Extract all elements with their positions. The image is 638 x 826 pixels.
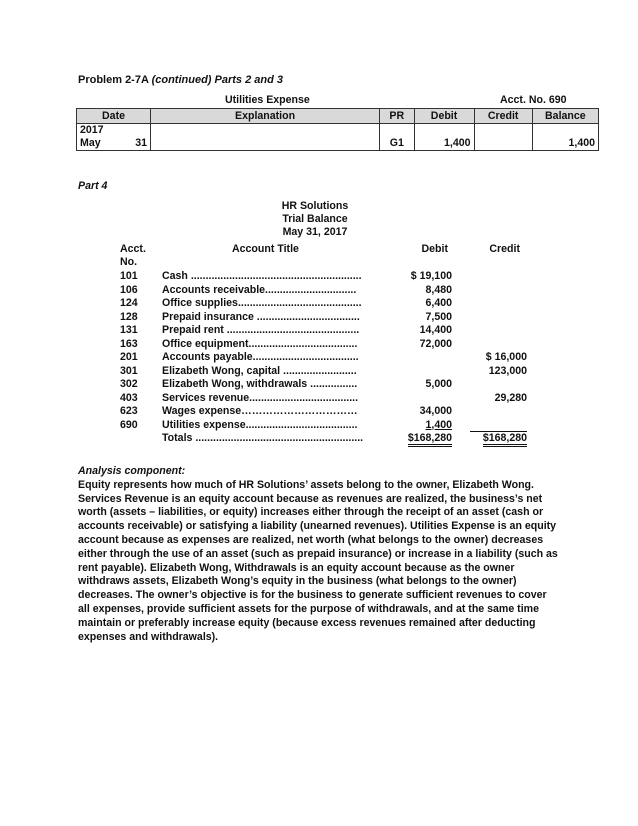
table-row — [0, 365, 638, 378]
account-debit: 72,000 — [419, 337, 452, 350]
account-number: 301 — [120, 364, 138, 377]
account-debit: 7,500 — [425, 310, 452, 323]
ledger-table — [76, 108, 599, 151]
account-credit: 123,000 — [488, 364, 527, 377]
account-number: 101 — [120, 270, 138, 282]
ledger-cell-day: 31 — [124, 137, 150, 151]
account-title: Prepaid rent ............................................. — [162, 324, 360, 336]
account-title: Accounts payable.................................... — [162, 351, 359, 363]
analysis-heading: Analysis component: — [78, 465, 186, 477]
trial-balance-column-headers — [0, 243, 638, 256]
ledger-cell-balance — [532, 124, 598, 138]
ledger-header-credit: Credit — [474, 109, 532, 124]
account-credit: $ 16,000 — [485, 351, 527, 363]
column-header-credit: Credit — [489, 243, 520, 255]
totals-debit — [396, 432, 452, 444]
account-number: 163 — [120, 337, 138, 350]
ledger-header-date: Date — [77, 109, 151, 124]
trial-balance-column-headers-2 — [0, 256, 638, 269]
ledger-header-debit: Debit — [414, 109, 474, 124]
ledger-cell-balance: 1,400 — [532, 137, 598, 151]
account-title: Prepaid insurance ................................... — [162, 310, 360, 323]
ledger-row — [77, 124, 599, 138]
table-row — [0, 270, 638, 283]
account-title: Utilities expense...................................... — [162, 418, 358, 431]
account-title: Accounts receivable............................... — [162, 283, 357, 296]
column-header-no: No. — [120, 256, 138, 268]
trial-balance-date-text: May 31, 2017 — [282, 226, 348, 238]
ledger-cell-debit: 1,400 — [414, 137, 474, 151]
account-number: 128 — [120, 310, 138, 323]
account-debit: 6,400 — [425, 297, 452, 309]
totals-row — [0, 432, 638, 445]
account-title: Cash .......................................................... — [162, 270, 362, 282]
table-row — [0, 297, 638, 310]
ledger-cell-credit — [474, 124, 532, 138]
part4-heading: Part 4 — [78, 180, 108, 192]
problem-heading — [78, 74, 283, 86]
account-credit: 29,280 — [494, 391, 527, 404]
totals-debit-value: $168,280 — [408, 432, 452, 447]
ledger-header-balance: Balance — [532, 109, 598, 124]
account-number: 623 — [120, 405, 138, 417]
account-title: Office equipment..................................... — [162, 337, 358, 350]
ledger-cell-credit — [474, 137, 532, 151]
ledger-cell-pr: G1 — [380, 137, 415, 151]
ledger-header-explanation: Explanation — [151, 109, 380, 124]
ledger-cell-explanation — [151, 137, 380, 151]
table-row — [0, 351, 638, 364]
trial-balance-company-text: HR Solutions — [281, 200, 349, 212]
totals-title: Totals ......................................................... — [162, 432, 364, 444]
account-number: 124 — [120, 297, 138, 309]
problem-heading-prefix: Problem 2-7A — [78, 74, 149, 86]
column-header-account-title: Account Title — [232, 243, 299, 255]
account-title: Wages expense…………………………… — [162, 405, 358, 417]
table-row — [0, 419, 638, 432]
ledger-cell-pr — [380, 124, 415, 138]
account-debit: 14,400 — [419, 324, 452, 336]
ledger-cell-debit — [414, 124, 474, 138]
totals-credit — [470, 432, 527, 444]
ledger-cell-month: May — [77, 137, 125, 151]
account-number: 131 — [120, 324, 138, 336]
account-title: Services revenue..................................... — [162, 391, 359, 404]
trial-balance-title-text: Trial Balance — [282, 213, 348, 225]
account-title: Office supplies.......................................... — [162, 297, 362, 309]
ledger-cell-month: 2017 — [77, 124, 125, 138]
table-row — [0, 284, 638, 297]
column-header-acct: Acct. — [120, 243, 146, 255]
table-row — [0, 338, 638, 351]
ledger-account-title: Utilities Expense — [225, 94, 310, 106]
problem-heading-italic: (continued) Parts 2 and 3 — [151, 74, 283, 86]
table-row — [0, 378, 638, 391]
ledger-cell-day — [124, 124, 150, 138]
account-number: 106 — [120, 283, 138, 296]
account-number: 302 — [120, 378, 138, 390]
ledger-row — [77, 137, 599, 151]
ledger-account-number: Acct. No. 690 — [500, 94, 567, 106]
column-header-debit: Debit — [421, 243, 448, 255]
account-debit: 5,000 — [425, 378, 452, 390]
ledger-cell-explanation — [151, 124, 380, 138]
account-debit: 34,000 — [419, 405, 452, 417]
analysis-component — [78, 465, 558, 644]
account-debit: 8,480 — [425, 283, 452, 296]
ledger-header-row — [77, 109, 599, 124]
table-row — [0, 405, 638, 418]
account-debit: 1,400 — [425, 418, 452, 431]
table-row — [0, 392, 638, 405]
table-row — [0, 311, 638, 324]
account-title: Elizabeth Wong, capital ......................... — [162, 364, 357, 377]
account-debit: $ 19,100 — [410, 270, 452, 282]
analysis-text: Equity represents how much of HR Solutions’ assets belong to the owner, Elizabeth Wong. Services Revenue is an equity account because as revenues are realized, the business’s net worth (assets – liabilities, or equity) increases either through the receipt of an asset (cash or accounts receivable) or satisfying a liability (unearned revenues). Utilities Expense is an equity account because as expenses are realized, net worth (what belongs to the owner) decreases either through the use of an asset (such as prepaid insurance) or increase in a liability (such as rent payable). Elizabeth Wong, Withdrawals is an equity account because as the owner withdraws assets, Elizabeth Wong’s equity in the business (what belongs to the owner) decreases. The owner’s objective is for the business to generate sufficient revenues to cover all expenses, provide sufficient assets for the purpose of withdrawals, and at the same time maintain or preferably increase equity (because excess revenues remained after deducting expenses and withdrawals). — [78, 478, 558, 643]
account-number: 201 — [120, 351, 138, 363]
account-credit — [470, 419, 527, 432]
account-number: 403 — [120, 391, 138, 404]
account-number: 690 — [120, 418, 138, 431]
totals-credit-value: $168,280 — [483, 432, 527, 447]
account-title: Elizabeth Wong, withdrawals ................ — [162, 378, 358, 390]
ledger-header-pr: PR — [380, 109, 415, 124]
table-row — [0, 324, 638, 337]
